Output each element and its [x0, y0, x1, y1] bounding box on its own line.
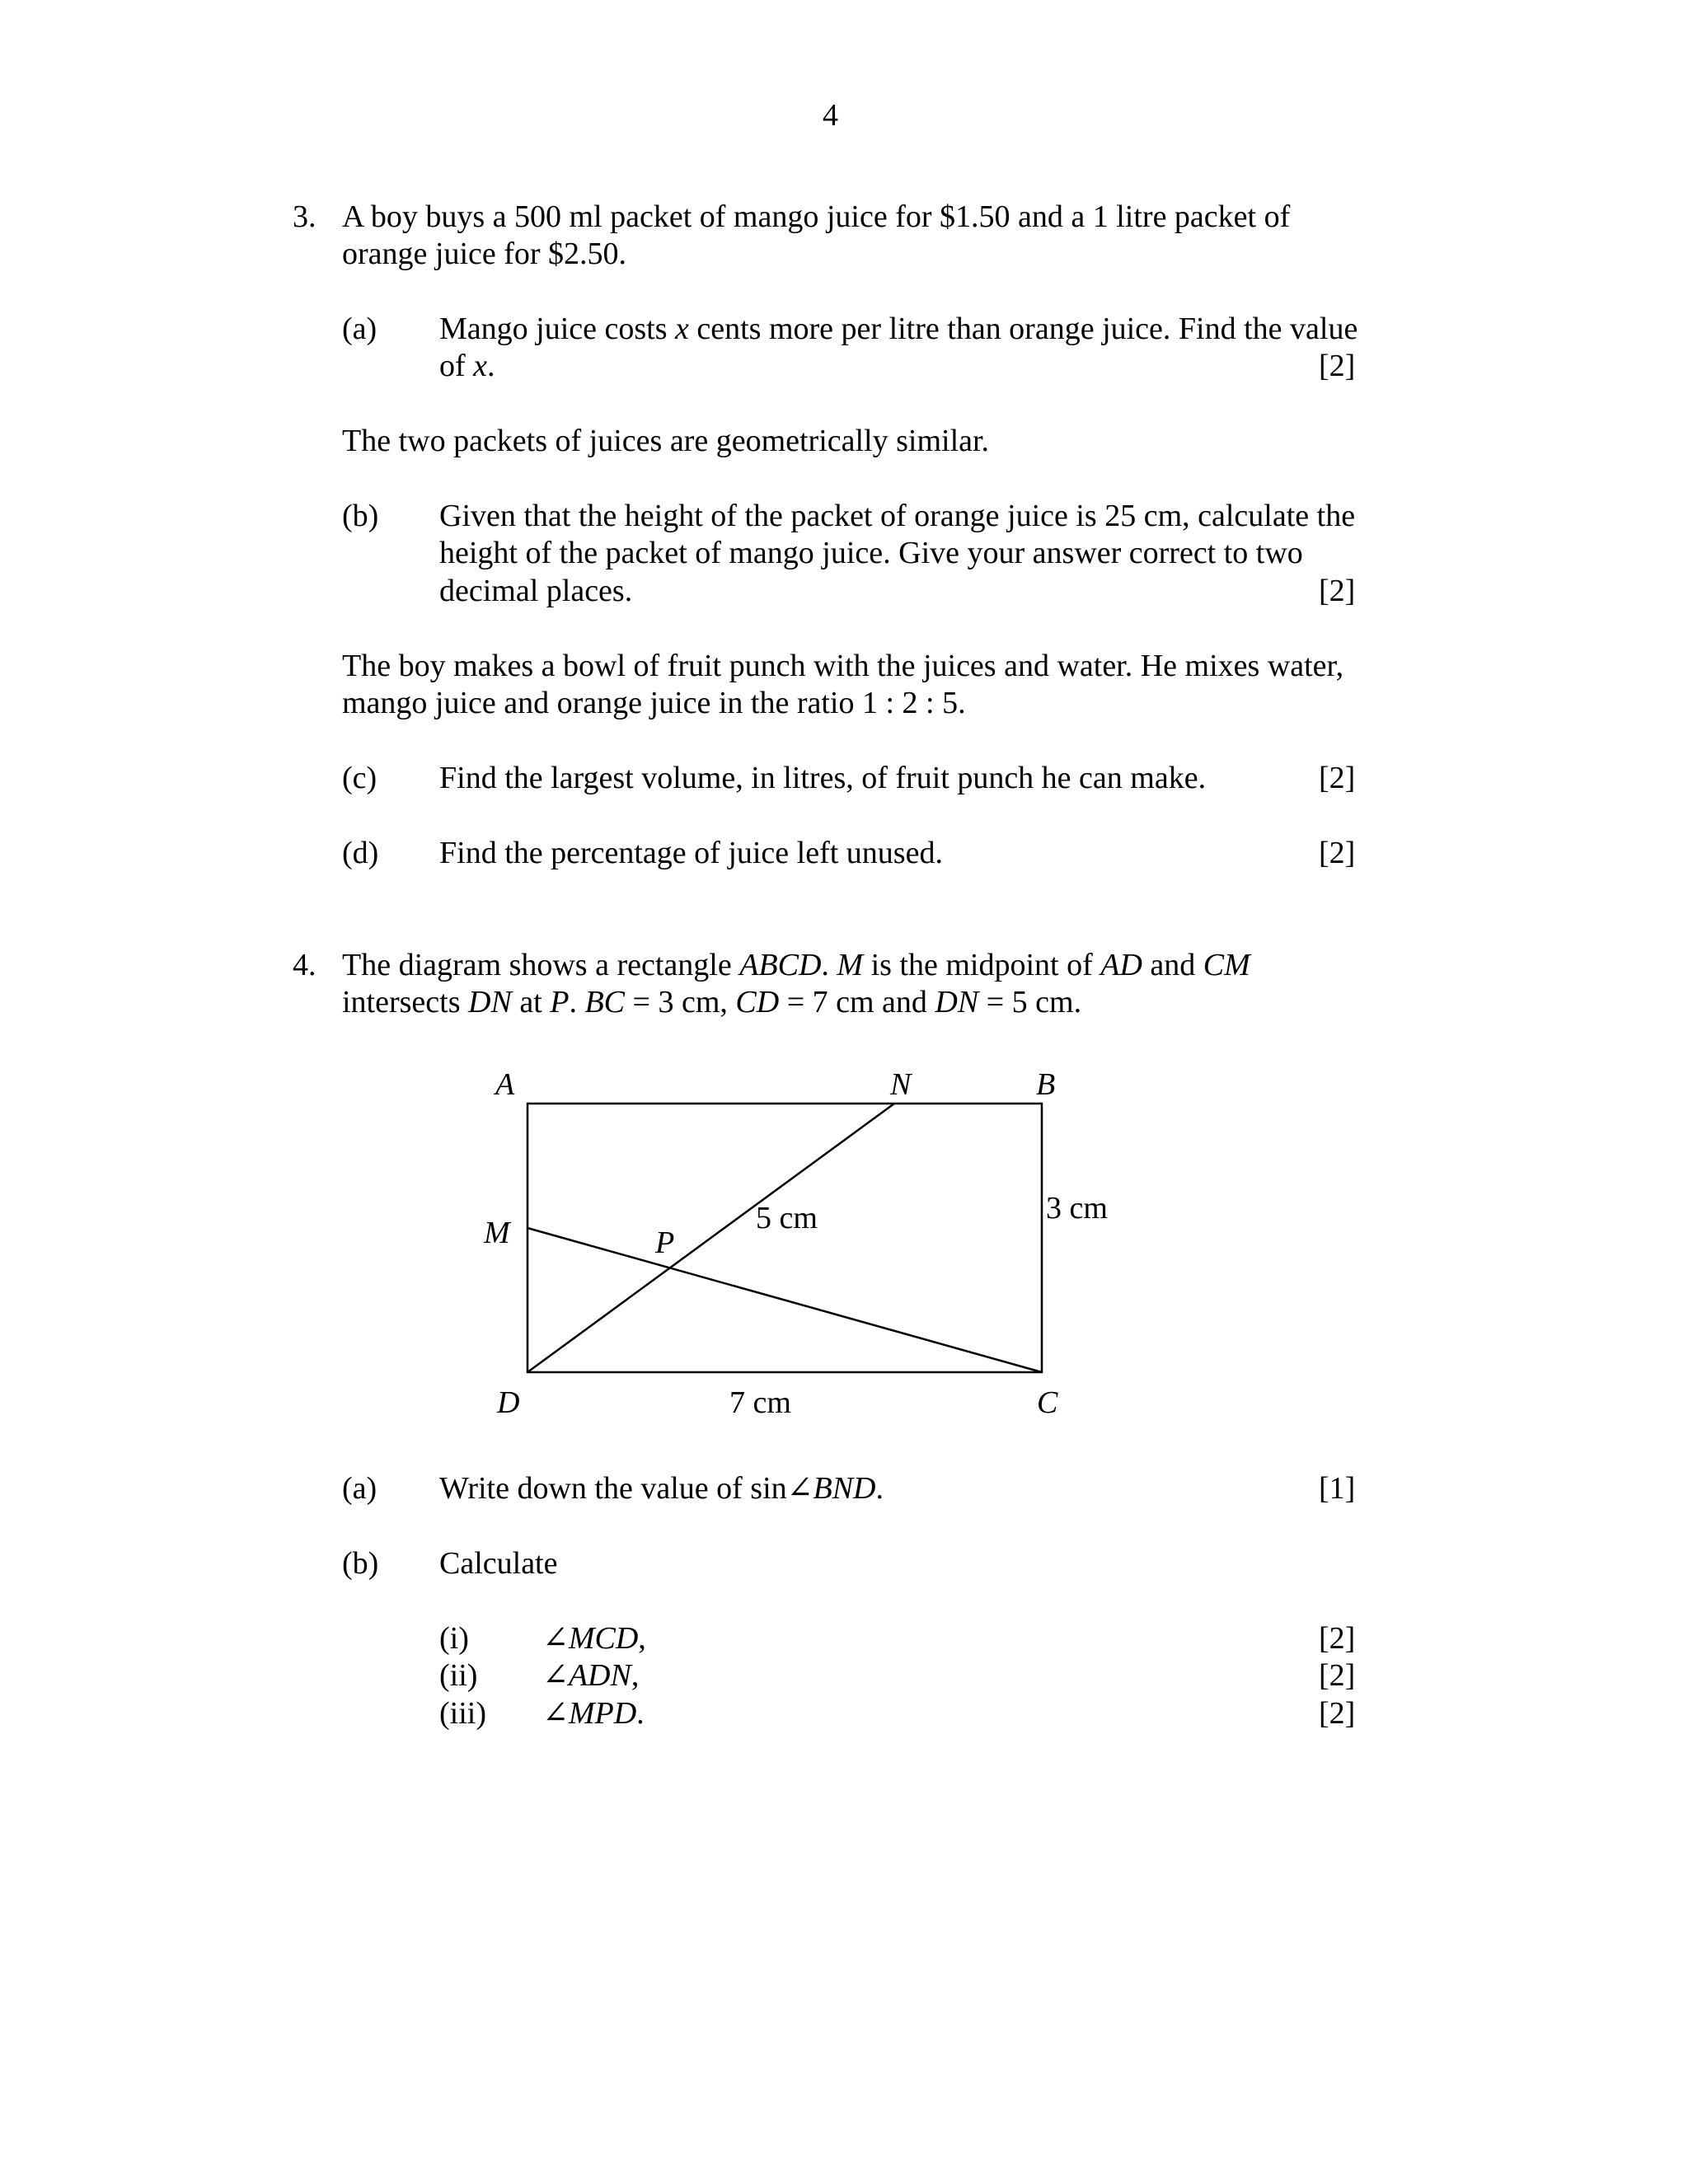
q3c-marks: [2]	[1319, 761, 1356, 795]
q3b-marks: [2]	[1319, 574, 1356, 608]
q3d-marks: [2]	[1319, 836, 1356, 870]
diagram-label-a: A	[495, 1067, 515, 1102]
q3-punch-line1: The boy makes a bowl of fruit punch with the juices and water. He mixes water,	[342, 649, 1344, 683]
q3-punch-line2: mango juice and orange juice in the ratio 1 : 2 : 5.	[342, 686, 966, 720]
diagram-label-m: M	[484, 1216, 510, 1250]
diagram-dim-cd: 7 cm	[729, 1385, 791, 1420]
line-dn	[528, 1104, 894, 1372]
diagram-label-c: C	[1037, 1385, 1058, 1420]
q3b-line1: Given that the height of the packet of orange juice is 25 cm, calculate the	[439, 499, 1356, 533]
q4b-part-label: (i)	[439, 1621, 469, 1656]
q4b-part-angle: ∠MPD.	[542, 1696, 645, 1731]
q3a-line2: of x.	[439, 349, 495, 383]
q3c-label: (c)	[342, 761, 377, 795]
q4a-label: (a)	[342, 1471, 377, 1506]
q3-number: 3.	[293, 199, 316, 234]
q4-intro-line1: The diagram shows a rectangle ABCD. M is the midpoint of AD and CM	[342, 948, 1250, 982]
q4b-part-marks: [2]	[1319, 1658, 1356, 1693]
q3-intro-line2: orange juice for $2.50.	[342, 237, 627, 271]
q4b-part-marks: [2]	[1319, 1696, 1356, 1731]
q3c-text: Find the largest volume, in litres, of fruit punch he can make.	[439, 761, 1207, 795]
rectangle-abcd	[528, 1104, 1042, 1372]
q4b-part-angle: ∠MCD,	[542, 1621, 646, 1656]
q4b-part-label: (ii)	[439, 1658, 478, 1693]
q4b-label: (b)	[342, 1546, 379, 1581]
diagram-dim-bc: 3 cm	[1046, 1191, 1108, 1226]
q4-number: 4.	[293, 948, 316, 982]
q3b-label: (b)	[342, 499, 379, 533]
q4a-text: Write down the value of sin∠BND.	[439, 1471, 884, 1506]
q4-intro-line2: intersects DN at P. BC = 3 cm, CD = 7 cm and DN = 5 cm.	[342, 985, 1082, 1019]
q3d-text: Find the percentage of juice left unused.	[439, 836, 943, 870]
q3a-label: (a)	[342, 312, 377, 346]
diagram-label-n: N	[890, 1067, 912, 1102]
page-number: 4	[823, 98, 838, 133]
line-cm	[528, 1228, 1042, 1372]
q3a-marks: [2]	[1319, 349, 1356, 383]
diagram-label-b: B	[1036, 1067, 1056, 1102]
q4b-text: Calculate	[439, 1546, 558, 1581]
q4b-part-angle: ∠ADN,	[542, 1658, 640, 1693]
q3-similar-text: The two packets of juices are geometrically similar.	[342, 424, 990, 458]
q4b-part-label: (iii)	[439, 1696, 486, 1731]
diagram-dim-dn: 5 cm	[756, 1201, 818, 1235]
q4b-part-marks: [2]	[1319, 1621, 1356, 1656]
q3b-line2: height of the packet of mango juice. Give your answer correct to two	[439, 536, 1303, 570]
diagram-label-d: D	[497, 1385, 520, 1420]
q3b-line3: decimal places.	[439, 574, 633, 608]
q4a-marks: [1]	[1319, 1471, 1356, 1506]
q3d-label: (d)	[342, 836, 379, 870]
q3a-line1: Mango juice costs x cents more per litre than orange juice. Find the value	[439, 312, 1358, 346]
q3-intro-line1: A boy buys a 500 ml packet of mango juice for $1.50 and a 1 litre packet of	[342, 199, 1291, 234]
diagram-label-p: P	[655, 1226, 675, 1260]
